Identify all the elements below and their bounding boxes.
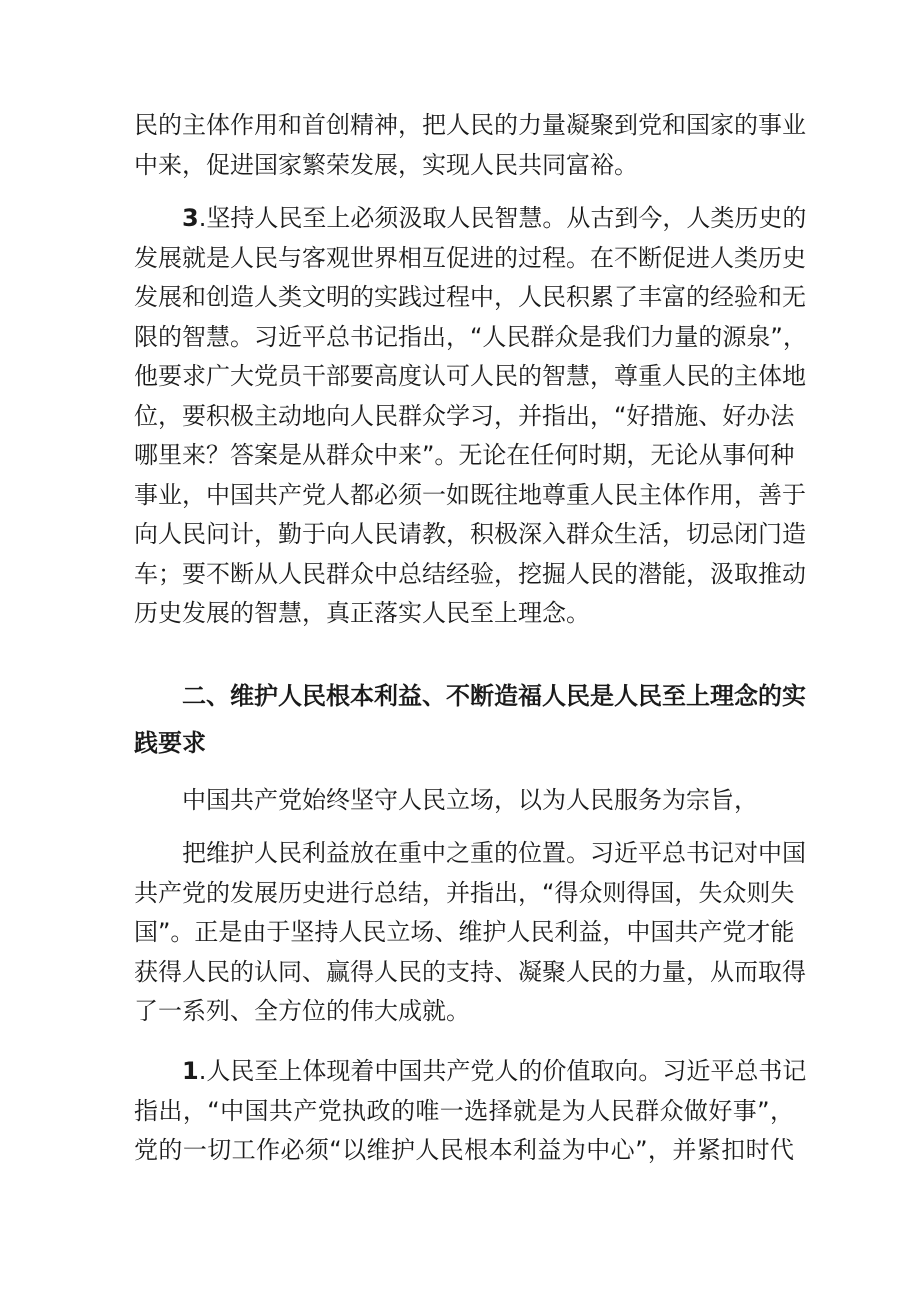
text-line: 哪里来？答案是从群众中来”。无论在任何时期，无论从事何种: [134, 441, 795, 469]
text-line: 他要求广大党员干部要高度认可人民的智慧，尊重人民的主体地: [134, 362, 806, 390]
text-line: 发展就是人民与客观世界相互促进的过程。在不断促进人类历史: [134, 243, 806, 272]
text-line: [134, 1052, 807, 1092]
text-line: 历史发展的智慧，真正落实人民至上理念。: [134, 599, 590, 627]
text-line: 民的主体作用和首创精神，把人民的力量凝聚到党和国家的事业: [134, 111, 806, 139]
text-line: 位，要积极主动地向人民群众学习，并指出，“好措施、好办法: [134, 401, 795, 430]
text-line: 发展和创造人类文明的实践过程中，人民积累了丰富的经验和无: [134, 283, 806, 311]
text-line: 中来，促进国家繁荣发展，实现人民共同富裕。: [134, 150, 638, 179]
paragraph-point-1: [134, 1052, 807, 1171]
paragraph-body: [134, 834, 806, 1032]
paragraph-continuation: [134, 106, 806, 185]
text-line: 党的一切工作必须“以维护人民根本利益为中心”，并紧扣时代: [134, 1136, 794, 1164]
text-line: 共产党的发展历史进行总结，并指出，“得众则得国，失众则失: [134, 878, 795, 907]
paragraph-intro: [134, 781, 794, 821]
list-number: 1: [182, 1057, 199, 1085]
heading-line: 二、维护人民根本利益、不断造福人民是人民至上理念的实: [182, 682, 806, 710]
text-line: 国”。正是由于坚持人民立场、维护人民利益，中国共产党才能: [134, 918, 795, 946]
paragraph-point-3: [134, 199, 807, 634]
text-line: 了一系列、全方位的伟大成就。: [134, 997, 470, 1025]
text-line: 指出，“中国共产党执政的唯一选择就是为人民群众做好事”，: [134, 1096, 794, 1125]
text-line: 获得人民的认同、赢得人民的支持、凝聚人民的力量，从而取得: [134, 957, 806, 986]
text-line: 车；要不断从人民群众中总结经验，挖掘人民的潜能，汲取推动: [134, 559, 806, 588]
text-line: 限的智慧。习近平总书记指出，“人民群众是我们力量的源泉”，: [134, 322, 807, 351]
list-number: 3: [182, 204, 199, 232]
text-line: 向人民问计，勤于向人民请教，积极深入群众生活，切忌闭门造: [134, 520, 806, 548]
heading-line: 践要求: [134, 729, 206, 757]
text-segment: .坚持人民至上必须汲取人民智慧。从古到今，人类历史的: [198, 204, 807, 232]
text-line: [134, 199, 807, 239]
text-line: 把维护人民利益放在重中之重的位置。习近平总书记对中国: [182, 839, 806, 867]
section-heading: [134, 673, 806, 767]
text-line: 事业，中国共产党人都必须一如既往地尊重人民主体作用，善于: [134, 480, 806, 509]
text-segment: .人民至上体现着中国共产党人的价值取向。习近平总书记: [198, 1057, 807, 1085]
text-line: 中国共产党始终坚守人民立场，以为人民服务为宗旨，: [182, 786, 758, 814]
